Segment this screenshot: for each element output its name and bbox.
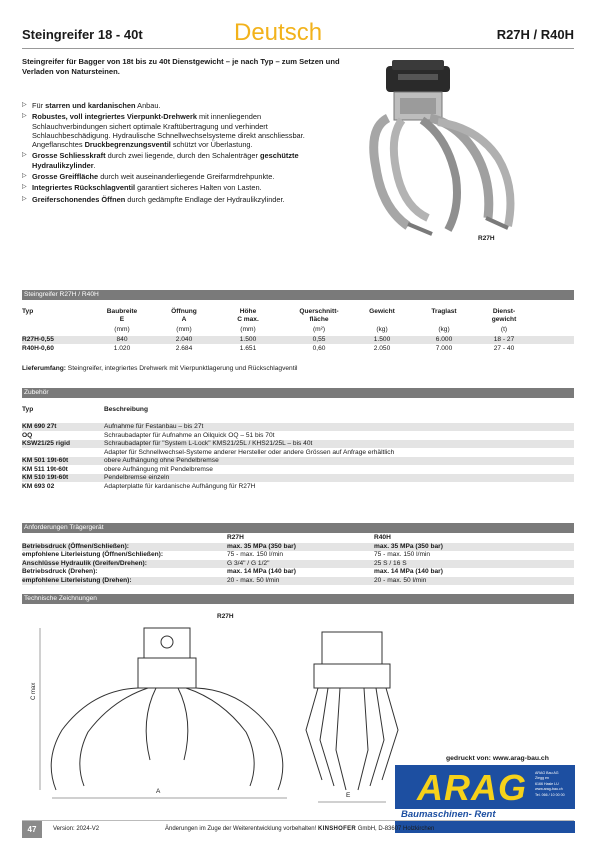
drawing-model-label: R27H	[217, 613, 234, 620]
model-label: R27H / R40H	[496, 27, 574, 42]
stone-grab-photo	[368, 58, 518, 236]
section-header-specs: Steingreifer R27H / R40H	[22, 290, 574, 300]
table-row: empfohlene Literleistung (Öffnen/Schließen): 75 - max. 150 l/min 75 - max. 150 l/min	[22, 551, 431, 558]
feature-item: ▷ Robustes, voll integriertes Vierpunkt-Drehwerk mit innenliegenden Schlauchverbindungen sichert optimale Kraftübertragung und verhindert Schlauchbeschädigung. Hydraulische Schnellwechselsysteme direkt anschliessbar. Angeflanschtes Druckbegrenzungsventil schützt vor Überlastung.	[22, 112, 305, 149]
col-header-description: Beschreibung	[104, 406, 148, 413]
table-row: OQ Schraubadapter für Aufnahme an Oilquick OQ – 51 bis 70t	[22, 431, 275, 439]
table-row: KM 693 02 Adapterplatte für kardanische Aufhängung für R27H	[22, 482, 256, 490]
col-header-opening-unit: (mm)	[176, 326, 192, 333]
triangle-bullet-icon: ▷	[22, 184, 27, 191]
triangle-bullet-icon: ▷	[22, 152, 27, 159]
accessories-table	[22, 423, 574, 499]
col-header-weight-unit: (kg)	[376, 326, 388, 333]
intro-text: Steingreifer für Bagger von 18t bis zu 40t Dienstgewicht – je nach Typ – zum Setzen und Verladen von Natursteinen.	[22, 57, 340, 76]
col-header-service-weight: Dienst-	[492, 308, 516, 315]
dim-label-a: A	[156, 788, 161, 795]
table-row: Anschlüsse Hydraulik (Greifen/Drehen): G 3/4" / G 1/2" 25 S / 16 S	[22, 560, 574, 568]
col-header-width: Baubreite	[106, 308, 138, 315]
arag-tagline: Baumaschinen- Rent	[401, 809, 496, 820]
document-title: Steingreifer 18 - 40t	[22, 27, 143, 42]
col-header-type: Typ	[22, 308, 34, 315]
dim-label-c: C max	[31, 682, 37, 700]
arag-address: ARAG Bau AG Ziegg en 6166 Hasle LU www.arag-bau.ch Tel. 066 / 10 00 00	[535, 771, 565, 797]
technical-drawing	[22, 620, 412, 820]
arag-logo-text: ARAG	[417, 767, 527, 808]
table-row: Betriebsdruck (Drehen): max. 14 MPa (140 bar) max. 14 MPa (140 bar)	[22, 568, 443, 575]
arag-logo-banner	[395, 765, 575, 833]
footer-divider	[22, 820, 574, 821]
col-header-service-weight-unit: (t)	[500, 326, 508, 333]
table-row: Adapter für Schnellwechsel-Systeme anderer Hersteller oder andere Grössen auf Anfrage erhältlich	[104, 448, 395, 456]
table-row: R40H-0,60 1.020 2.684 1.651 0,60 2.050 7.000 27 - 40	[22, 344, 515, 352]
col-header-height-unit: (mm)	[240, 326, 256, 333]
spec-table-body	[22, 336, 574, 356]
col-header-weight: Gewicht	[369, 308, 395, 315]
triangle-bullet-icon: ▷	[22, 102, 27, 108]
table-row: empfohlene Literleistung (Drehen): 20 - max. 50 l/min 20 - max. 50 l/min	[22, 577, 574, 585]
section-header-requirements: Anforderungen Trägergerät	[22, 523, 574, 533]
feature-list	[22, 101, 332, 206]
col-header-height: Höhe	[239, 308, 257, 315]
accessories-header	[22, 406, 574, 416]
triangle-bullet-icon: ▷	[22, 195, 27, 202]
feature-item: ▷ Greiferschonendes Öffnen durch gedämpfte Endlage der Hydraulikzylinder.	[22, 194, 285, 204]
col-header-opening: Öffnung	[171, 308, 197, 315]
version-label: Version: 2024-V2	[53, 826, 100, 832]
col-header-width-symbol: E	[119, 316, 125, 323]
feature-item: ▷ Für starren und kardanischen Anbau.	[22, 101, 161, 110]
table-row: KM 511 19t-60t obere Aufhängung mit Pendelbremse	[22, 465, 213, 473]
col-header-type: Typ	[22, 406, 34, 413]
footer-note: Änderungen im Zuge der Weiterentwicklung vorbehalten! KINSHOFER GmbH, D-83607 Holzkirchen	[165, 826, 435, 832]
col-header-opening-symbol: A	[181, 316, 187, 323]
col-header-height-symbol: C max.	[237, 316, 259, 323]
feature-item: ▷ Grosse Greiffläche durch weit auseinanderliegende Greifarmdrehpunkte.	[22, 171, 275, 181]
header-divider	[22, 48, 574, 49]
table-row: KM 510 19t-60t Pendelbremse einzeln	[22, 474, 574, 482]
table-header-row: R27H R40H	[227, 534, 391, 541]
photo-caption: R27H	[478, 235, 495, 242]
col-header-load: Traglast	[431, 308, 457, 315]
col-header-area-2: fläche	[309, 316, 329, 323]
col-header-area-unit: (m²)	[312, 326, 326, 333]
col-header-width-unit: (mm)	[114, 326, 130, 333]
spec-table-header	[22, 308, 574, 338]
page-header	[22, 19, 574, 48]
triangle-bullet-icon: ▷	[22, 113, 27, 120]
table-row: KSW21/25 rigid Schraubadapter für "System L-Lock" KMS21/25L / KHS21/25L – bis 40t	[22, 440, 574, 448]
requirements-table	[22, 534, 574, 590]
printed-by-note: gedruckt von: www.arag-bau.ch	[446, 755, 549, 762]
language-label: Deutsch	[234, 19, 323, 46]
table-row: Betriebsdruck (Öffnen/Schließen): max. 35 MPa (350 bar) max. 35 MPa (350 bar)	[22, 543, 574, 551]
page-number: 47	[22, 821, 42, 838]
kinshofer-brand: KINSHOFER	[317, 826, 357, 832]
table-row: KM 501 19t-60t obere Aufhängung ohne Pendelbremse	[22, 457, 574, 465]
section-header-drawings: Technische Zeichnungen	[22, 594, 574, 604]
col-header-service-weight-2: gewicht	[491, 316, 517, 323]
col-header-load-unit: (kg)	[438, 326, 450, 333]
triangle-bullet-icon: ▷	[22, 172, 27, 179]
feature-item: ▷ Integriertes Rückschlagventil garantiert sicheres Halten von Lasten.	[22, 183, 262, 193]
col-header-area: Querschnitt-	[299, 308, 339, 315]
table-row: KM 690 27t Aufnahme für Festanbau – bis 27t	[22, 423, 574, 431]
dim-label-e: E	[346, 792, 351, 799]
section-header-accessories: Zubehör	[22, 388, 574, 398]
table-row: R27H-0,55 840 2.040 1.500 0,55 1.500 6.000 18 - 27	[22, 336, 574, 344]
scope-of-delivery: Lieferumfang: Steingreifer, integriertes Drehwerk mit Vierpunktlagerung und Rückschlagventil	[22, 365, 298, 372]
feature-item: ▷ Grosse Schliesskraft durch zwei liegende, durch den Schalenträger geschützte Hydraulikzylinder.	[22, 151, 299, 170]
